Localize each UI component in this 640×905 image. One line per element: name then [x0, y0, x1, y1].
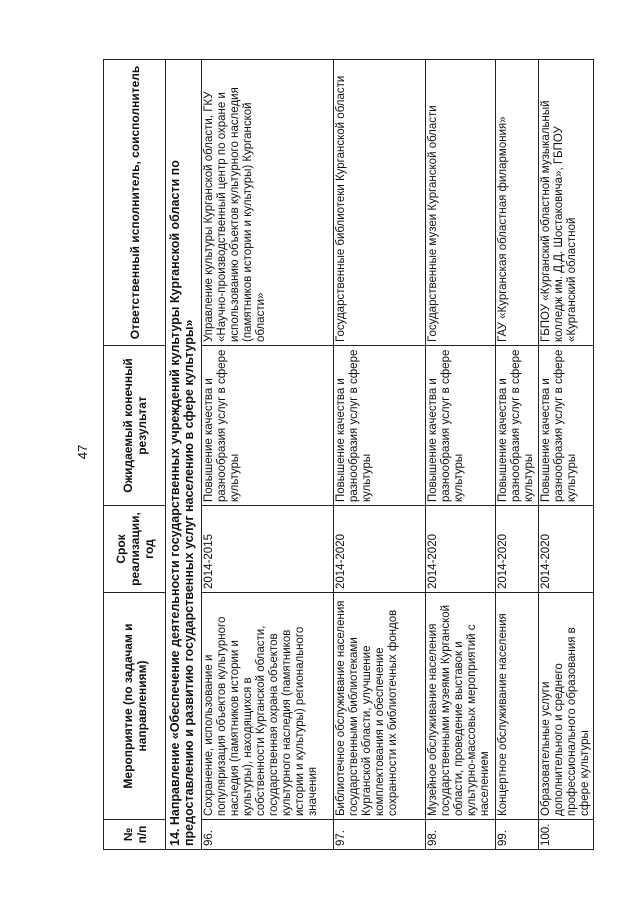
row-num: 97. [334, 820, 426, 850]
row-result: Повышение качества и разнообразия услуг в сфере культуры [334, 346, 426, 506]
table-row [202, 60, 334, 850]
row-executor: Государственные музеи Курганской области [426, 60, 496, 346]
row-num: 99. [496, 820, 539, 850]
row-num: 100. [539, 820, 594, 850]
activities-table [103, 59, 594, 850]
header-row [104, 60, 166, 850]
direction-title: 14. Направление «Обеспечение деятельности государственных учреждений культуры Курганской области по предоставлению и развитию государственных услуг населению в сфере культуры» [166, 60, 202, 850]
row-executor: ГАУ «Курганская областная филармония» [496, 60, 539, 346]
page-number: 47 [75, 444, 90, 460]
row-num: 98. [426, 820, 496, 850]
row-activity: Концертное обслуживание населения [496, 593, 539, 820]
row-activity: Сохранение, использование и популяризация объектов культурного наследия (памятников истории и культуры), находящихся в собственности Курганской области, государственная охрана объектов культурного наследия (памятников истории и культуры) регионального значения [202, 593, 334, 820]
row-term: 2014-2020 [334, 506, 426, 593]
direction-row [166, 60, 202, 850]
table-row [496, 60, 539, 850]
header-executor: Ответственный исполнитель, соисполнитель [104, 60, 166, 346]
row-executor: Государственные библиотеки Курганской области [334, 60, 426, 346]
row-activity: Образовательные услуги дополнительного и среднего профессионального образования в сфере культуры [539, 593, 594, 820]
table-row [539, 60, 594, 850]
table-row [426, 60, 496, 850]
row-num: 96. [202, 820, 334, 850]
row-term: 2014-2020 [496, 506, 539, 593]
row-result: Повышение качества и разнообразия услуг в сфере культуры [539, 346, 594, 506]
row-result: Повышение качества и разнообразия услуг в сфере культуры [426, 346, 496, 506]
header-activity: Мероприятие (по задачам и направлениям) [104, 593, 166, 820]
row-result: Повышение качества и разнообразия услуг в сфере культуры [496, 346, 539, 506]
header-term: Срок реализации, год [104, 506, 166, 593]
row-term: 2014-2020 [426, 506, 496, 593]
row-result: Повышение качества и разнообразия услуг в сфере культуры [202, 346, 334, 506]
row-executor: Управление культуры Курганской области, ГКУ «Научно-производственный центр по охране и использованию объектов культурного наследия (памятников истории и культуры) Курганской области» [202, 60, 334, 346]
table-container [103, 60, 591, 850]
row-executor: ГБПОУ «Курганский областной музыкальный колледж им. Д.Д. Шостаковича», ГБПОУ «Курганский областной [539, 60, 594, 346]
header-result: Ожидаемый конечный результат [104, 346, 166, 506]
row-term: 2014-2020 [539, 506, 594, 593]
row-activity: Музейное обслуживание населения государственными музеями Курганской области, проведение выставок и культурно-массовых мероприятий с населением [426, 593, 496, 820]
row-activity: Библиотечное обслуживание населения государственными библиотеками Курганской области, улучшение комплектования и обеспечение сохранности их библиотечных фондов [334, 593, 426, 820]
table-row [334, 60, 426, 850]
header-num: № п/п [104, 820, 166, 850]
row-term: 2014-2015 [202, 506, 334, 593]
